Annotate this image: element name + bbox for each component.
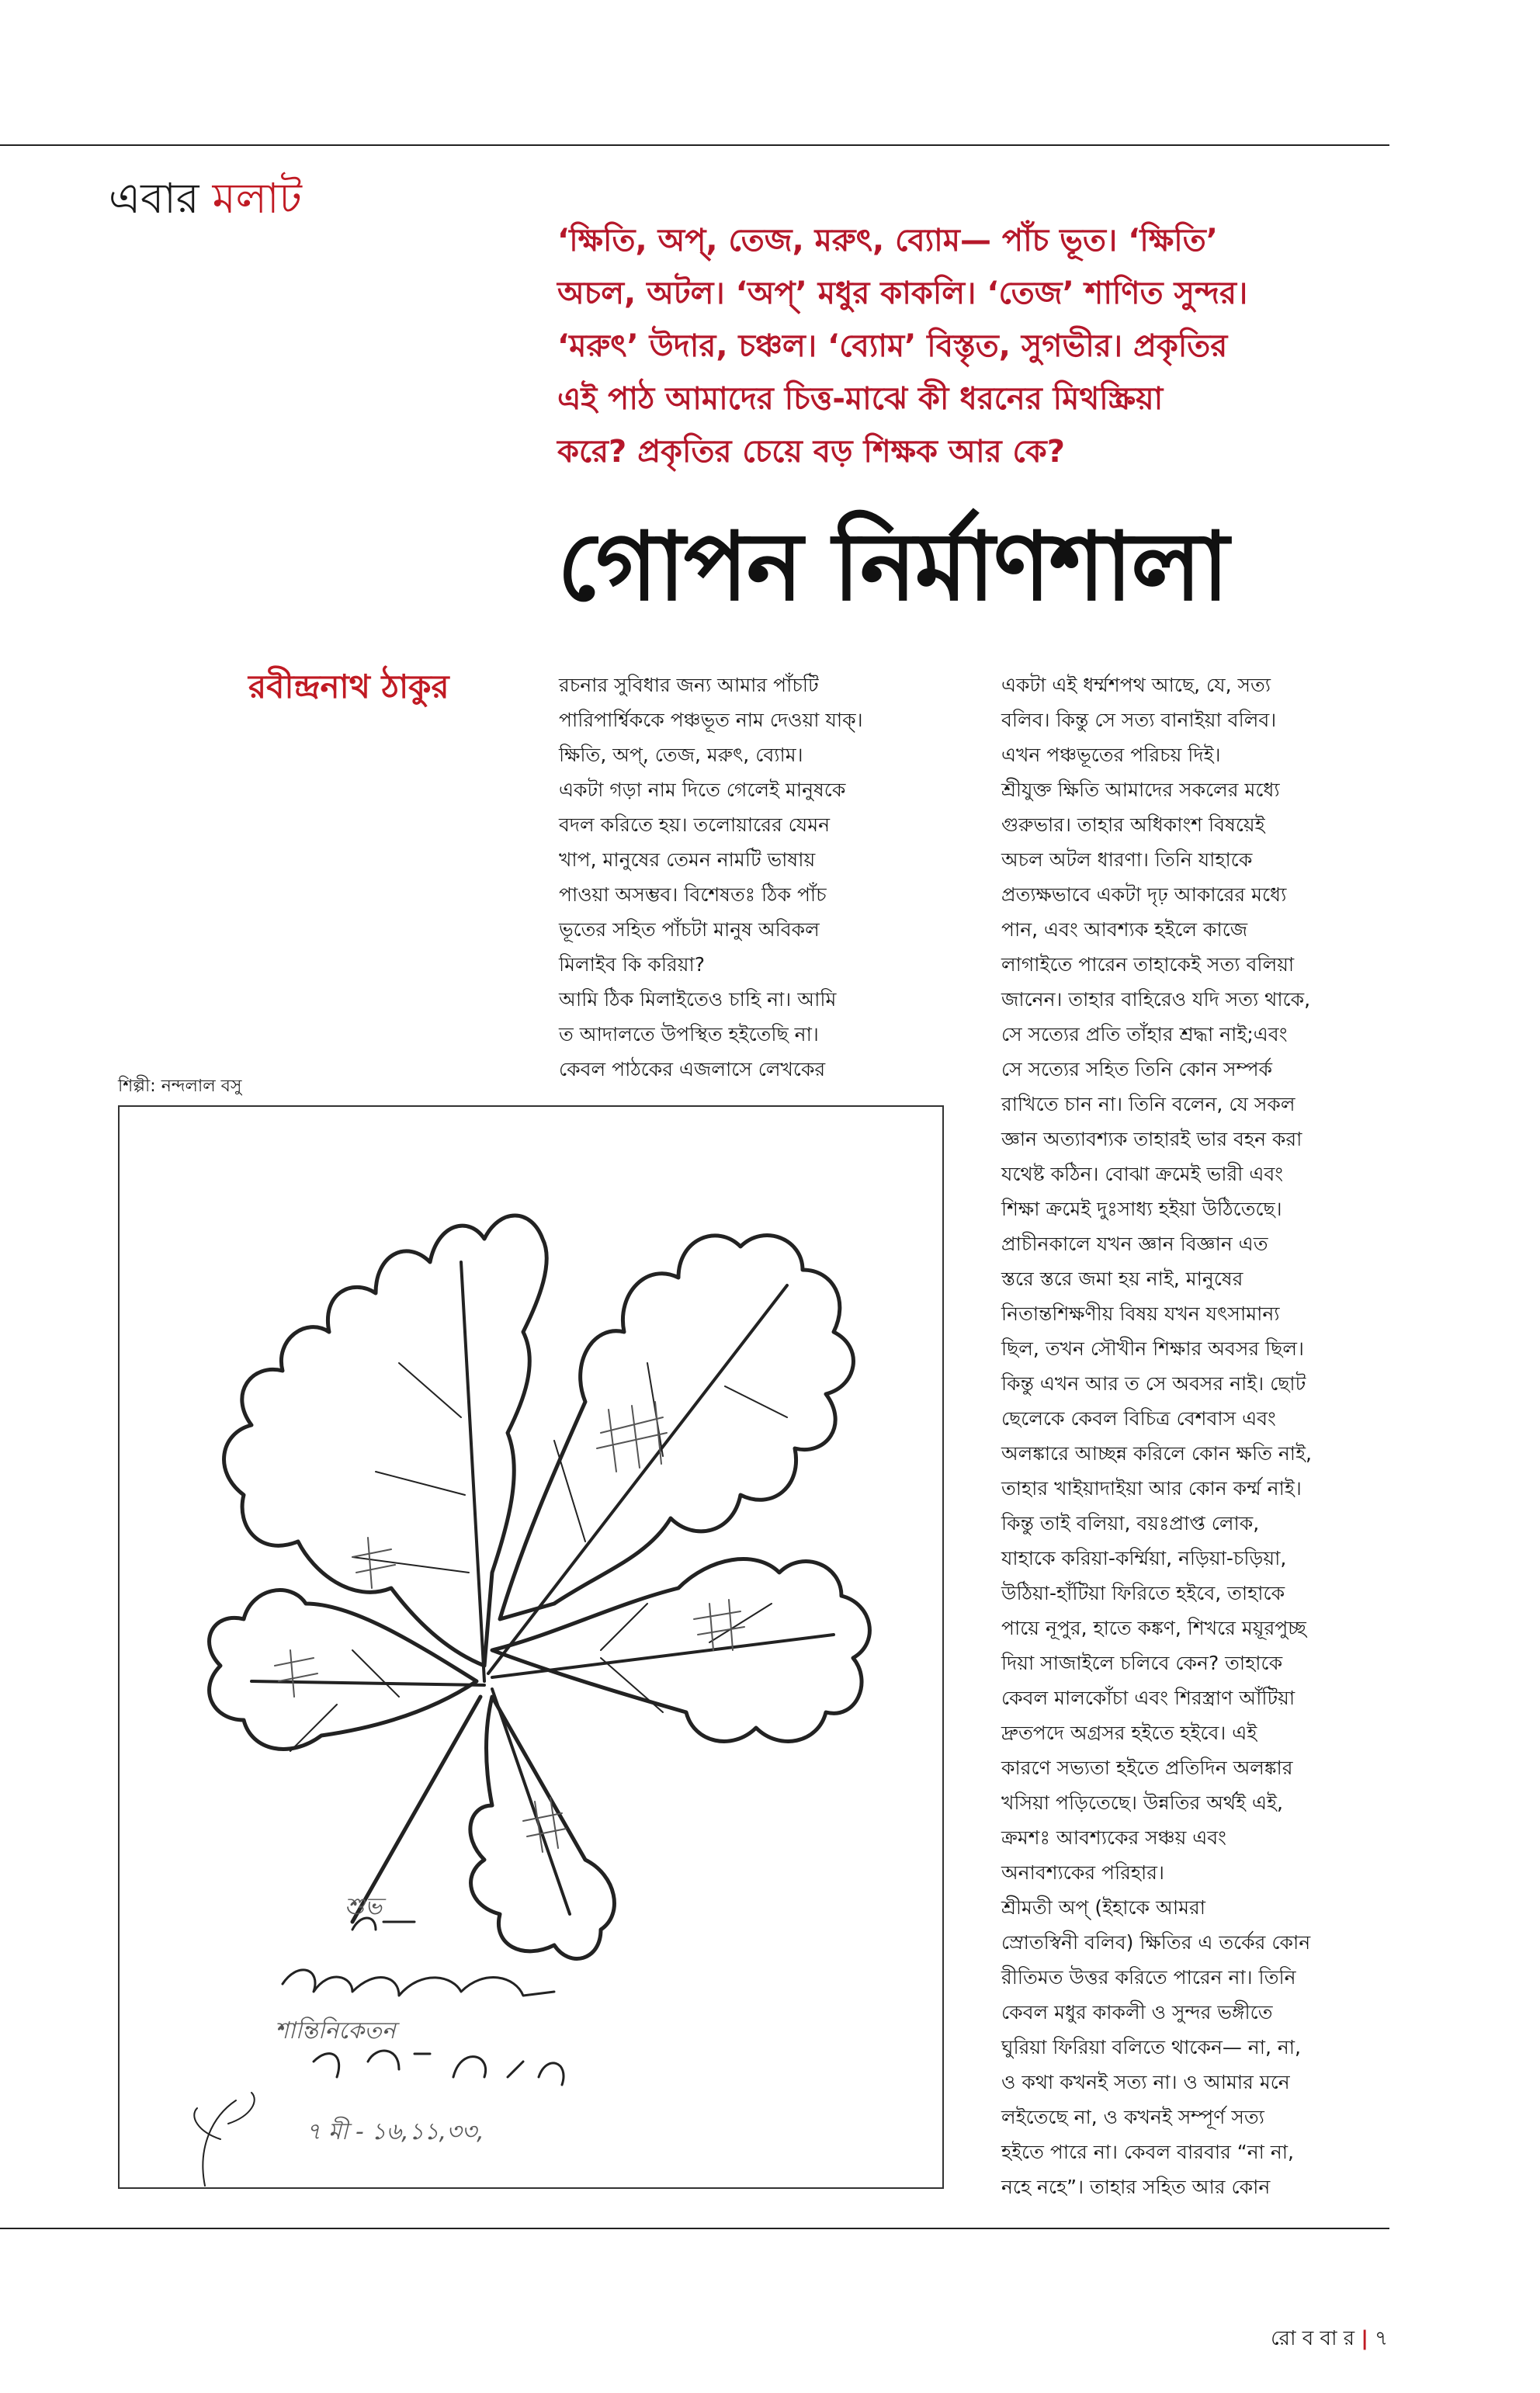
intro-line: করে? প্রকৃতির চেয়ে বড় শিক্ষক আর কে? (557, 434, 1065, 470)
section-label-name: মলাট (212, 174, 302, 223)
text-line: কিন্তু এখন আর ত সে অবসর নাই। ছোট (1001, 1372, 1306, 1395)
text-line: স্তরে স্তরে জমা হয় নাই, মানুষের (1001, 1268, 1243, 1290)
text-line: খাপ, মানুষের তেমন নামটি ভাষায় (559, 848, 816, 871)
text-line: শ্রীযুক্ত ক্ষিতি আমাদের সকলের মধ্যে (1001, 779, 1280, 801)
leaf-sketch-icon (120, 1107, 942, 2187)
text-line: ভূতের সহিত পাঁচটা মানুষ অবিকল (559, 918, 820, 941)
text-line: রাখিতে চান না। তিনি বলেন, যে সকল (1001, 1093, 1295, 1115)
text-line: নহে নহে”। তাহার সহিত আর কোন (1001, 2176, 1271, 2198)
text-line: সে সত্যের সহিত তিনি কোন সম্পর্ক (1001, 1058, 1273, 1080)
bottom-rule (0, 2228, 1389, 2229)
text-line: যাহাকে করিয়া-কর্ম্মিয়া, নড়িয়া-চড়িয়া, (1001, 1547, 1287, 1569)
intro-line: এই পাঠ আমাদের চিত্ত-মাঝে কী ধরনের মিথস্ক্রিয়া (557, 381, 1164, 417)
text-line: খসিয়া পড়িতেছে। উন্নতির অর্থই এই, (1001, 1791, 1283, 1814)
text-line: পান, এবং আবশ্যক হইলে কাজে (1001, 918, 1248, 941)
artist-credit: শিল্পী: নন্দলাল বসু (118, 1077, 242, 1096)
signature-line: ৭ মী - ১৬,১১,৩৩, (306, 2118, 484, 2145)
text-line: উঠিয়া-হাঁটিয়া ফিরিতে হইবে, তাহাকে (1001, 1582, 1285, 1604)
text-line: ছিল, তখন সৌখীন শিক্ষার অবসর ছিল। (1001, 1337, 1304, 1360)
text-line: হইতে পারে না। কেবল বারবার “না না, (1001, 2141, 1294, 2163)
text-line: কারণে সভ্যতা হইতে প্রতিদিন অলঙ্কার (1001, 1757, 1293, 1779)
text-line: লাগাইতে পারেন তাহাকেই সত্য বলিয়া (1001, 953, 1295, 976)
text-line: জ্ঞান অত্যাবশ্যক তাহারই ভার বহন করা (1001, 1128, 1302, 1150)
magazine-name: রো ব বা র (1271, 2327, 1355, 2350)
body-column-2 (1001, 668, 1389, 2204)
section-label-prefix: এবার (109, 174, 199, 223)
text-line: ও কথা কখনই সত্য না। ও আমার মনে (1001, 2071, 1290, 2093)
text-line: ক্রমশঃ আবশ্যকের সঞ্চয় এবং (1001, 1826, 1226, 1849)
text-line: লইতেছে না, ও কখনই সম্পূর্ণ সত্য (1001, 2106, 1264, 2128)
text-line: গুরুভার। তাহার অধিকাংশ বিষয়েই (1001, 813, 1265, 836)
text-line: ত আদালতে উপস্থিত হইতেছি না। (559, 1023, 819, 1046)
section-label (109, 166, 302, 236)
text-line: সে সত্যের প্রতি তাঁহার শ্রদ্ধা নাই;এবং (1001, 1023, 1288, 1046)
text-line: তাহার খাইয়াদাইয়া আর কোন কর্ম্ম নাই। (1001, 1477, 1302, 1500)
intro-line: ‘ক্ষিতি, অপ্‌, তেজ, মরুৎ, ব্যোম— পাঁচ ভূত। ‘ক্ষিতি’ (557, 223, 1218, 258)
top-rule (0, 144, 1389, 146)
text-line: একটা গড়া নাম দিতে গেলেই মানুষকে (559, 779, 846, 801)
text-line: দ্রুতপদে অগ্রসর হইতে হইবে। এই (1001, 1722, 1257, 1744)
text-line: ঘুরিয়া ফিরিয়া বলিতে থাকেন— না, না, (1001, 2036, 1301, 2058)
signature-line: শান্তিনিকেতন (275, 2017, 396, 2044)
intro-blurb (557, 214, 1388, 478)
text-line: অলঙ্কারে আচ্ছন্ন করিলে কোন ক্ষতি নাই, (1001, 1442, 1312, 1465)
text-line: কিন্তু তাই বলিয়া, বয়ঃপ্রাপ্ত লোক, (1001, 1512, 1260, 1535)
text-line: যথেষ্ট কঠিন। বোঝা ক্রমেই ভারী এবং (1001, 1163, 1284, 1185)
text-line: ক্ষিতি, অপ্‌, তেজ, মরুৎ, ব্যোম। (559, 744, 803, 766)
author-name: রবীন্দ্রনাথ ঠাকুর (248, 668, 449, 706)
text-line: পায়ে নূপুর, হাতে কঙ্কণ, শিখরে ময়ূরপুচ্ছ (1001, 1617, 1306, 1639)
signature-line: শুভ (345, 1893, 383, 1920)
text-line: অচল অটল ধারণা। তিনি যাহাকে (1001, 848, 1253, 871)
text-line: রচনার সুবিধার জন্য আমার পাঁচটি (559, 674, 819, 696)
text-line: দিয়া সাজাইলে চলিবে কেন? তাহাকে (1001, 1652, 1283, 1674)
text-line: জানেন। তাহার বাহিরেও যদি সত্য থাকে, (1001, 988, 1311, 1011)
text-line: বলিব। কিন্তু সে সত্য বানাইয়া বলিব। (1001, 709, 1277, 731)
text-line: শ্রীমতী অপ্‌ (ইহাকে আমরা (1001, 1896, 1205, 1919)
intro-line: ‘মরুৎ’ উদার, চঞ্চল। ‘ব্যোম’ বিস্তৃত, সুগভীর। প্রকৃতির (557, 328, 1228, 364)
footer-separator: | (1361, 2327, 1368, 2350)
text-line: এখন পঞ্চভূতের পরিচয় দিই। (1001, 744, 1221, 766)
text-line: আমি ঠিক মিলাইতেও চাহি না। আমি (559, 988, 837, 1011)
text-line: নিতান্তশিক্ষণীয় বিষয় যখন যৎসামান্য (1001, 1302, 1280, 1325)
text-line: প্রাচীনকালে যখন জ্ঞান বিজ্ঞান এত (1001, 1233, 1268, 1255)
text-line: একটা এই ধর্ম্মশপথ আছে, যে, সত্য (1001, 674, 1271, 696)
text-line: পাওয়া অসম্ভব। বিশেষতঃ ঠিক পাঁচ (559, 883, 827, 906)
body-column-1 (559, 668, 962, 1087)
text-line: মিলাইব কি করিয়া? (559, 953, 706, 976)
text-line: শিক্ষা ক্রমেই দুঃসাধ্য হইয়া উঠিতেছে। (1001, 1198, 1282, 1220)
text-line: কেবল মালকোঁচা এবং শিরস্ত্রাণ আঁটিয়া (1001, 1687, 1295, 1709)
text-line: প্রত্যক্ষভাবে একটা দৃঢ় আকারের মধ্যে (1001, 883, 1287, 906)
article-title: গোপন নির্মাণশালা (557, 512, 1228, 622)
leaf-sketch-artwork (118, 1105, 944, 2189)
text-line: কেবল মধুর কাকলী ও সুন্দর ভঙ্গীতে (1001, 2001, 1273, 2024)
text-line: ছেলেকে কেবল বিচিত্র বেশবাস এবং (1001, 1407, 1276, 1430)
text-line: কেবল পাঠকের এজলাসে লেখকের (559, 1058, 826, 1080)
text-line: বদল করিতে হয়। তলোয়ারের যেমন (559, 813, 831, 836)
intro-line: অচল, অটল। ‘অপ্‌’ মধুর কাকলি। ‘তেজ’ শাণিত সুন্দর। (557, 276, 1248, 311)
text-line: রীতিমত উত্তর করিতে পারেন না। তিনি (1001, 1966, 1296, 1989)
page-number: ৭ (1375, 2327, 1388, 2350)
text-line: অনাবশ্যকের পরিহার। (1001, 1861, 1164, 1884)
text-line: স্রোতস্বিনী বলিব) ক্ষিতির এ তর্কের কোন (1001, 1931, 1311, 1954)
page-footer (1271, 2322, 1388, 2357)
text-line: পারিপার্শ্বিককে পঞ্চভূত নাম দেওয়া যাক্‌। (559, 709, 863, 731)
